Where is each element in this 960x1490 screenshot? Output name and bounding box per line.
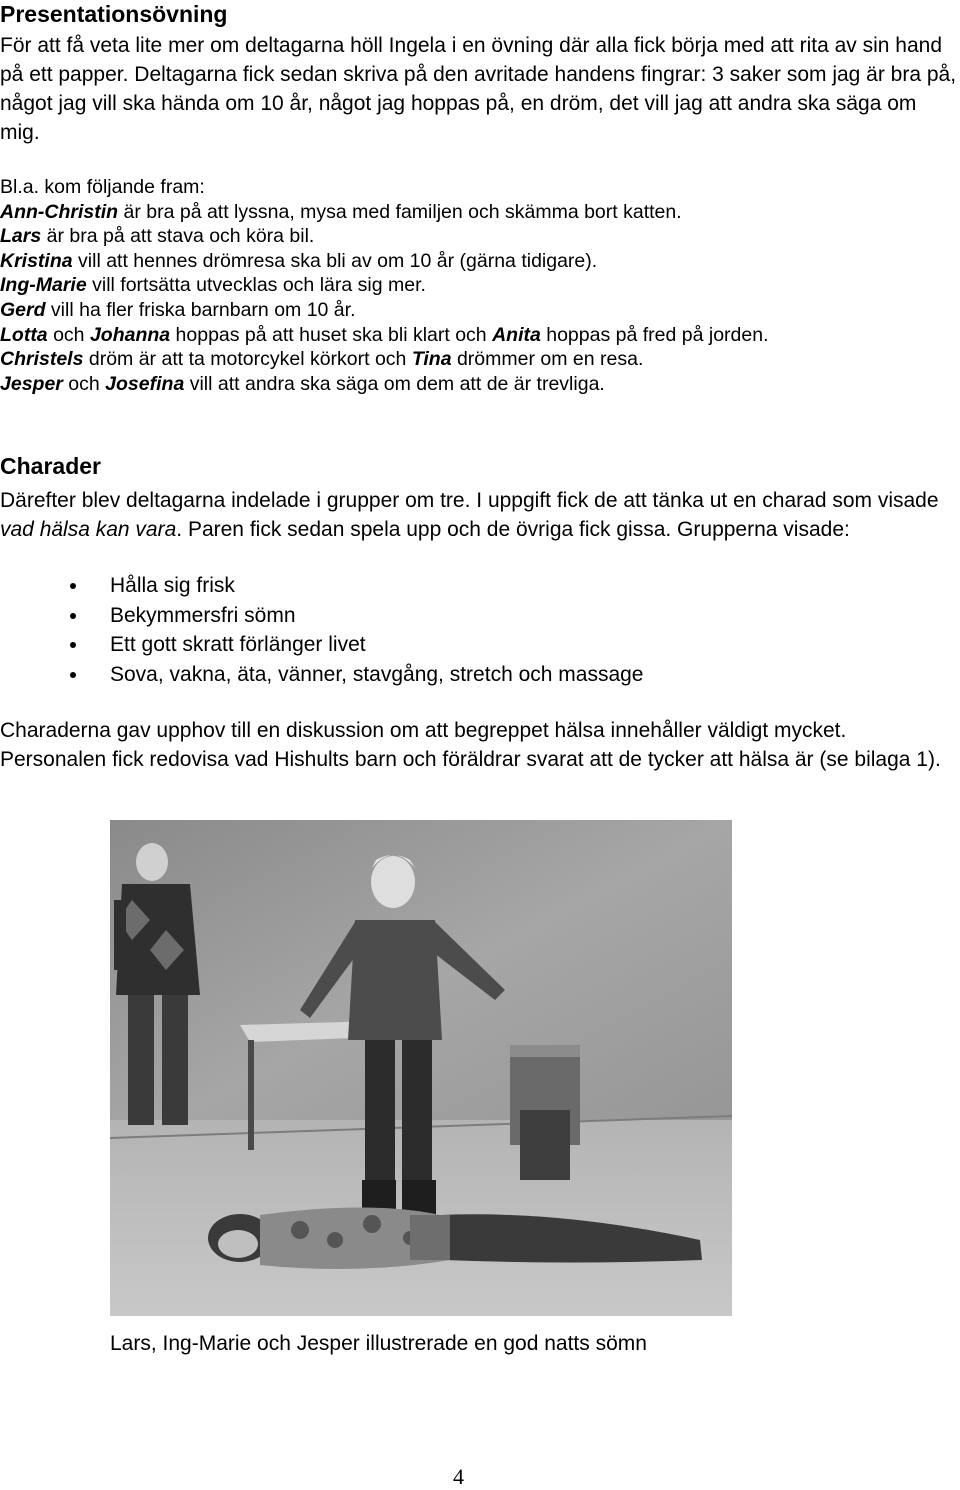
list-item [0, 571, 960, 601]
person-name: Tina [411, 348, 452, 371]
bullet-icon [70, 613, 76, 619]
heading-charader: Charader [0, 453, 101, 479]
presentation-lines [0, 200, 960, 397]
presentation-line [0, 200, 960, 225]
photo-caption: Lars, Ing-Marie och Jesper illustrerade en god natts sömn [110, 1332, 647, 1355]
presentation-line [0, 347, 960, 372]
charader-text-after: . Paren fick sedan spela upp och de övriga fick gissa. Grupperna visade: [176, 518, 850, 541]
person-name: Gerd [0, 298, 46, 321]
charader-discussion-paragraph: Charaderna gav upphov till en diskussion om att begreppet hälsa innehåller väldigt mycket. Personalen fick redovisa vad Hishults barn och föräldrar svarat att de tycker att hälsa är (se bilaga 1). [0, 719, 941, 771]
heading-presentationsovning: Presentationsövning [0, 1, 228, 27]
line-text: hoppas på att huset ska bli klart och [170, 323, 493, 346]
person-name: Anita [492, 323, 541, 346]
list-item-label: Ett gott skratt förlänger livet [110, 633, 366, 656]
line-text: vill fortsätta utvecklas och lära sig mer. [86, 274, 426, 297]
person-name: Kristina [0, 249, 73, 272]
line-text: hoppas på fred på jorden. [540, 323, 769, 346]
person-name: Josefina [105, 372, 185, 395]
line-text: är bra på att stava och köra bil. [41, 225, 315, 248]
list-item-label: Sova, vakna, äta, vänner, stavgång, stretch och massage [110, 662, 644, 686]
bullet-icon [70, 583, 76, 589]
presentation-line [0, 323, 960, 348]
presentation-results [0, 175, 960, 396]
line-text: dröm är att ta motorcykel körkort och [83, 348, 412, 371]
person-name: Lotta [0, 323, 48, 346]
photo [110, 820, 732, 1316]
presentation-line [0, 249, 960, 274]
line-text: och [47, 323, 90, 346]
person-name: Lars [0, 225, 42, 248]
line-text: är bra på att lyssna, mysa med familjen och skämma bort katten. [118, 200, 682, 223]
line-text: vill att hennes drömresa ska bli av om 10 år (gärna tidigare). [72, 249, 598, 272]
charader-text-italic: vad hälsa kan vara [0, 518, 177, 541]
presentation-intro: Bl.a. kom följande fram: [0, 176, 205, 198]
photo-illustration [110, 820, 732, 1316]
line-text: vill att andra ska säga om dem att de är trevliga. [184, 372, 605, 395]
presentation-line [0, 372, 960, 397]
bullet-icon [70, 642, 76, 648]
presentation-line [0, 298, 960, 323]
person-name: Ann-Christin [0, 200, 119, 223]
person-name: Johanna [89, 323, 171, 346]
presentation-line [0, 273, 960, 298]
person-name: Ing-Marie [0, 274, 87, 297]
page-number: 4 [453, 1464, 464, 1489]
presentation-paragraph: För att få veta lite mer om deltagarna höll Ingela i en övning där alla fick börja med att rita av sin hand på ett papper. Deltagarna fick sedan skriva på den avritade handens fingrar: 3 saker som jag är bra på, något jag vill ska hända om 10 år, något jag hoppas på, en dröm, det vill jag att andra ska säga om mig. [0, 34, 957, 144]
person-name: Christels [0, 348, 84, 371]
list-item-label: Bekymmersfri sömn [110, 603, 296, 627]
list-item [0, 660, 960, 690]
list-item [0, 630, 960, 660]
charader-text-before: Därefter blev deltagarna indelade i grupper om tre. I uppgift fick de att tänka ut en charad som visade [0, 489, 939, 512]
line-text: vill ha fler friska barnbarn om 10 år. [45, 298, 356, 321]
person-name: Jesper [0, 372, 63, 395]
line-text: och [62, 372, 106, 395]
presentation-line [0, 224, 960, 249]
list-item [0, 601, 960, 631]
bullet-icon [70, 672, 76, 678]
line-text: drömmer om en resa. [451, 348, 644, 371]
charader-paragraph [0, 486, 958, 544]
list-item-label: Hålla sig frisk [110, 574, 235, 597]
charader-bullet-list [0, 571, 960, 689]
